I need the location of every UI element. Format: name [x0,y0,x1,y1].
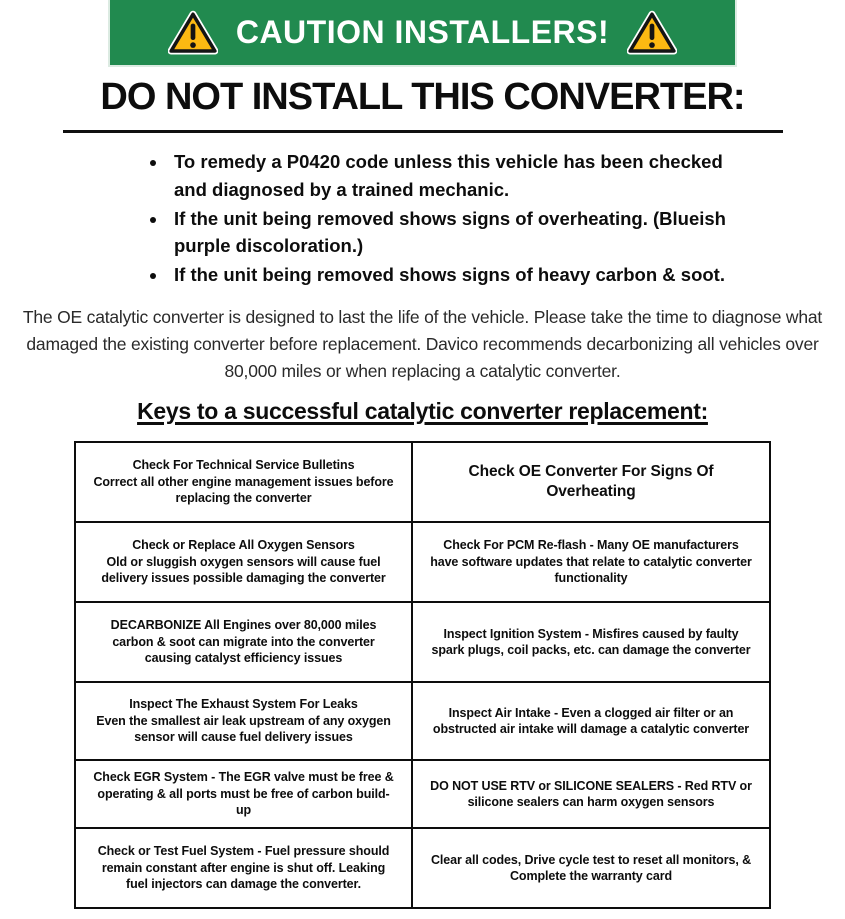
caution-banner [110,0,735,65]
divider-line [63,130,783,133]
table-row [75,522,770,602]
cell-line: Correct all other engine management issues before replacing the converter [93,474,394,506]
cell-line: Inspect The Exhaust System For Leaks [129,697,358,712]
table-row [75,602,770,682]
cell-line: Check For PCM Re-flash - Many OE manufacturers have software updates that relate to catalytic converter functionality [430,538,752,586]
table-cell-right [412,760,770,828]
cell-line: Check For Technical Service Bulletins [132,458,355,473]
table-cell-right [412,522,770,602]
warning-item: • To remedy a P0420 code unless this vehicle has been checked and diagnosed by a trained mechanic. [168,148,758,204]
table-cell-left [75,442,412,522]
cell-line: Check EGR System - The EGR valve must be free & operating & all ports must be free of carbon build-up [93,770,394,818]
table-cell-right [412,828,770,908]
table-row [75,442,770,522]
table-cell-right [412,442,770,522]
warning-item: • If the unit being removed shows signs of overheating. (Blueish purple discoloration.) [168,205,758,261]
cell-line: DECARBONIZE All Engines over 80,000 miles carbon & soot can migrate into the converter causing catalyst efficiency issues [110,618,377,666]
table-cell-left [75,828,412,908]
cell-line: Check or Test Fuel System - Fuel pressure should remain constant after engine is shut off. Leaking fuel injectors can damage the converter. [97,844,390,892]
main-heading: DO NOT INSTALL THIS CONVERTER: [100,76,745,118]
table-cell-left [75,522,412,602]
warning-item: • If the unit being removed shows signs of heavy carbon & soot. [168,261,758,289]
cell-line: Check OE Converter For Signs Of Overheating [468,462,714,501]
advisory-paragraph: The OE catalytic converter is designed to last the life of the vehicle. Please take the time to diagnose what damaged the existing converter before replacement. Davico recommends decarbonizing all vehicles over 80,000 miles or when replacing a catalytic converter. [22,306,823,381]
cell-line: Clear all codes, Drive cycle test to reset all monitors, & Complete the warranty card [430,852,752,884]
cell-line: Inspect Air Intake - Even a clogged air filter or an obstructed air intake will damage a catalytic converter [432,705,750,737]
keys-table [74,441,771,909]
table-row [75,682,770,760]
banner-title: CAUTION INSTALLERS! [235,14,610,50]
table-row [75,760,770,828]
cell-line: Check or Replace All Oxygen Sensors [132,538,355,553]
table-cell-right [412,602,770,682]
cell-line: DO NOT USE RTV or SILICONE SEALERS - Red RTV or silicone sealers can harm oxygen sensors [430,778,752,810]
table-cell-left [75,760,412,828]
table-cell-left [75,602,412,682]
warning-triangle-icon [627,10,677,56]
table-cell-left [75,682,412,760]
keys-heading: Keys to a successful catalytic converter replacement: [137,398,708,425]
table-cell-right [412,682,770,760]
warning-list [148,148,758,289]
cell-line: Even the smallest air leak upstream of any oxygen sensor will cause fuel delivery issues [96,713,391,745]
table-row [75,828,770,908]
warning-triangle-icon [168,10,218,56]
cell-line: Inspect Ignition System - Misfires caused by faulty spark plugs, coil packs, etc. can damage the converter [431,626,751,658]
cell-line: Old or sluggish oxygen sensors will cause fuel delivery issues possible damaging the converter [101,554,386,586]
